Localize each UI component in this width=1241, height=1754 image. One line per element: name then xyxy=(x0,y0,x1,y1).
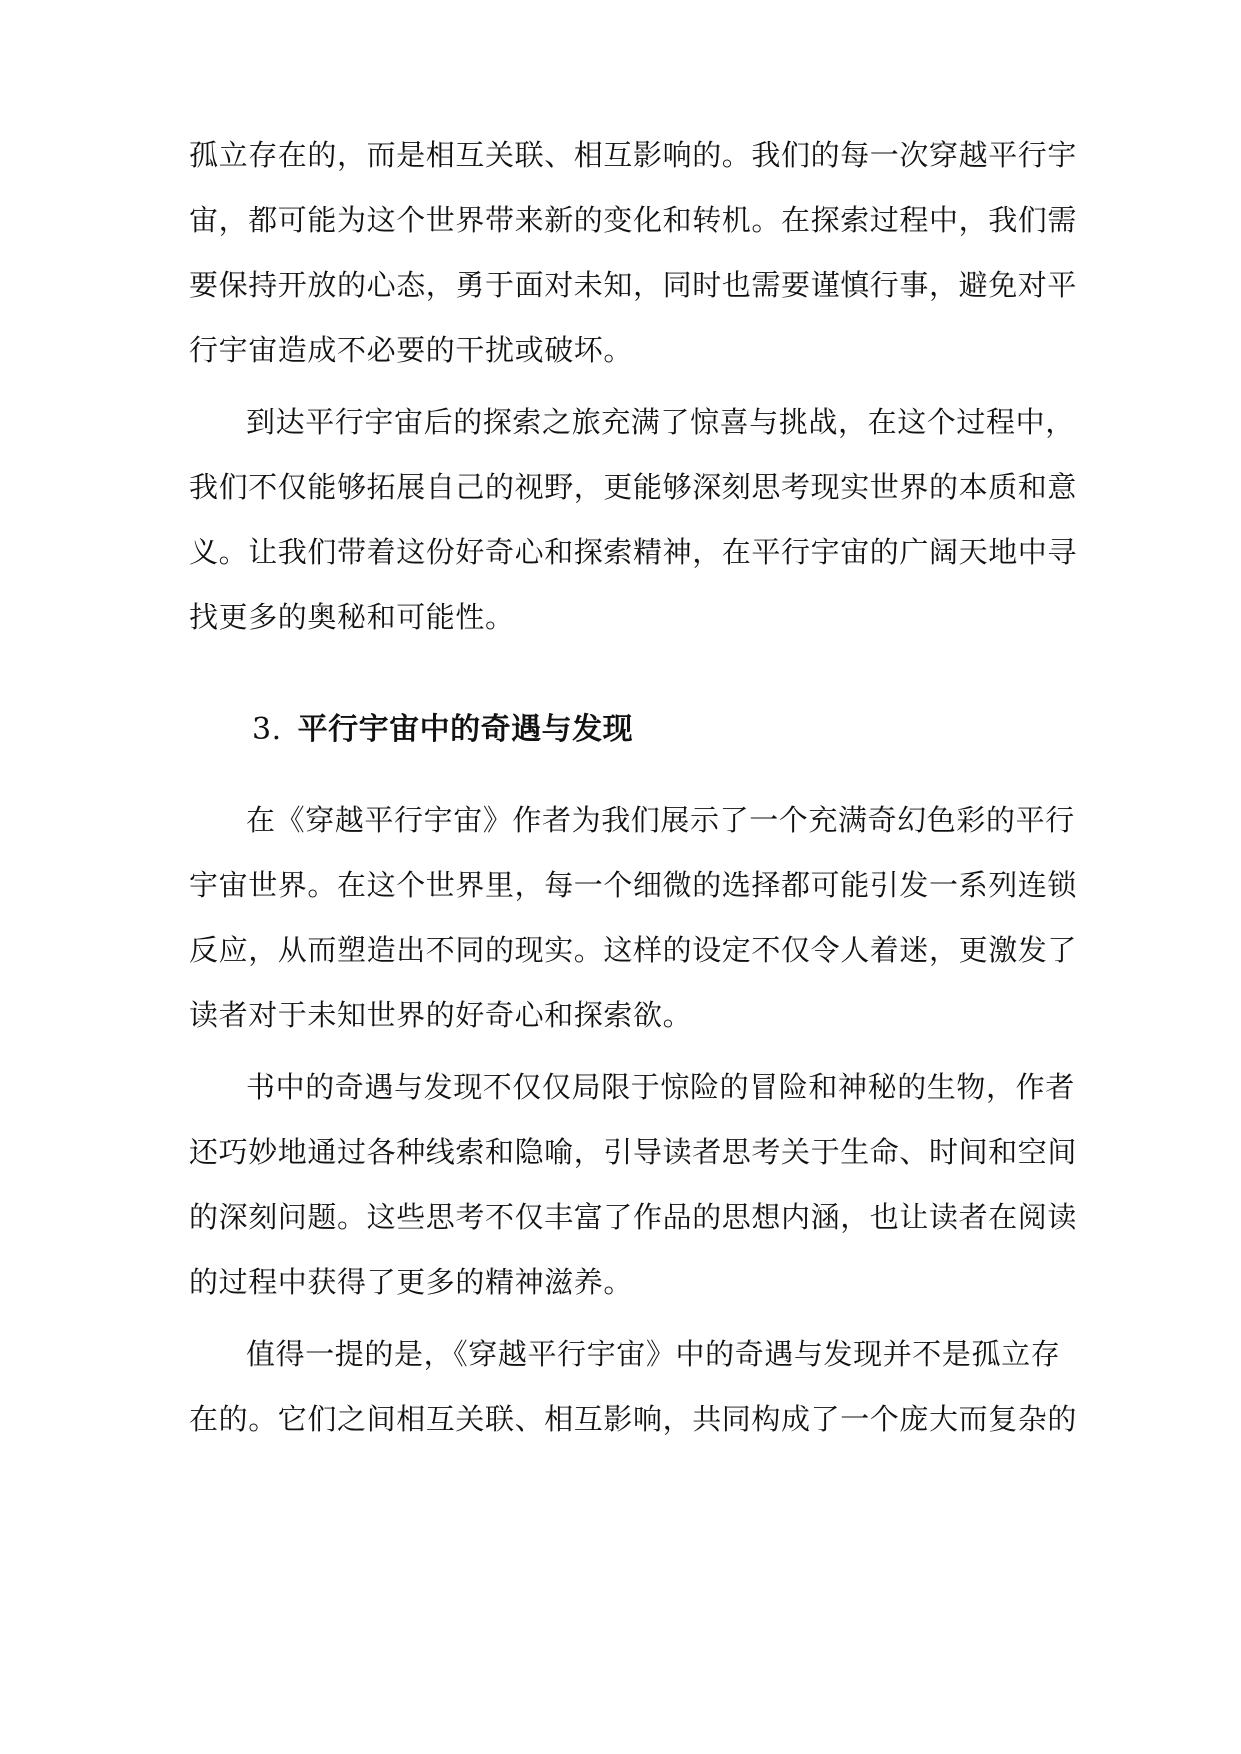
body-text-line: 到达平行宇宙后的探索之旅充满了惊喜与挑战，在这个过程中， xyxy=(246,405,1075,439)
body-text-line: 义。让我们带着这份好奇心和探索精神，在平行宇宙的广阔天地中寻 xyxy=(189,535,1078,569)
section-heading xyxy=(252,700,1052,760)
body-text-line: 在的。它们之间相互关联、相互影响，共同构成了一个庞大而复杂的 xyxy=(189,1402,1078,1436)
body-text-line: 宙，都可能为这个世界带来新的变化和转机。在探索过程中，我们需 xyxy=(189,203,1078,237)
body-text-line: 孤立存在的，而是相互关联、相互影响的。我们的每一次穿越平行宇 xyxy=(189,138,1078,172)
body-text-line: 值得一提的是，《穿越平行宇宙》中的奇遇与发现并不是孤立存 xyxy=(246,1337,1061,1371)
body-text-line: 找更多的奥秘和可能性。 xyxy=(189,600,515,634)
body-text-line: 的深刻问题。这些思考不仅丰富了作品的思想内涵，也让读者在阅读 xyxy=(189,1200,1078,1234)
section-number: 3. xyxy=(252,712,282,747)
body-text-line: 的过程中获得了更多的精神滋养。 xyxy=(189,1265,634,1299)
body-text-line: 宇宙世界。在这个世界里，每一个细微的选择都可能引发一系列连锁 xyxy=(189,868,1078,902)
section-title: 平行宇宙中的奇遇与发现 xyxy=(297,712,634,747)
body-text-line: 在《穿越平行宇宙》作者为我们展示了一个充满奇幻色彩的平行 xyxy=(246,803,1075,837)
body-text-line: 行宇宙造成不必要的干扰或破坏。 xyxy=(189,333,634,367)
body-text-line: 书中的奇遇与发现不仅仅局限于惊险的冒险和神秘的生物，作者 xyxy=(246,1070,1075,1104)
body-text-line: 要保持开放的心态，勇于面对未知，同时也需要谨慎行事，避免对平 xyxy=(189,268,1078,302)
body-text-line: 读者对于未知世界的好奇心和探索欲。 xyxy=(189,998,693,1032)
body-text-line: 还巧妙地通过各种线索和隐喻，引导读者思考关于生命、时间和空间 xyxy=(189,1135,1078,1169)
body-text-line: 我们不仅能够拓展自己的视野，更能够深刻思考现实世界的本质和意 xyxy=(189,470,1078,504)
body-text-line: 反应，从而塑造出不同的现实。这样的设定不仅令人着迷，更激发了 xyxy=(189,933,1078,967)
